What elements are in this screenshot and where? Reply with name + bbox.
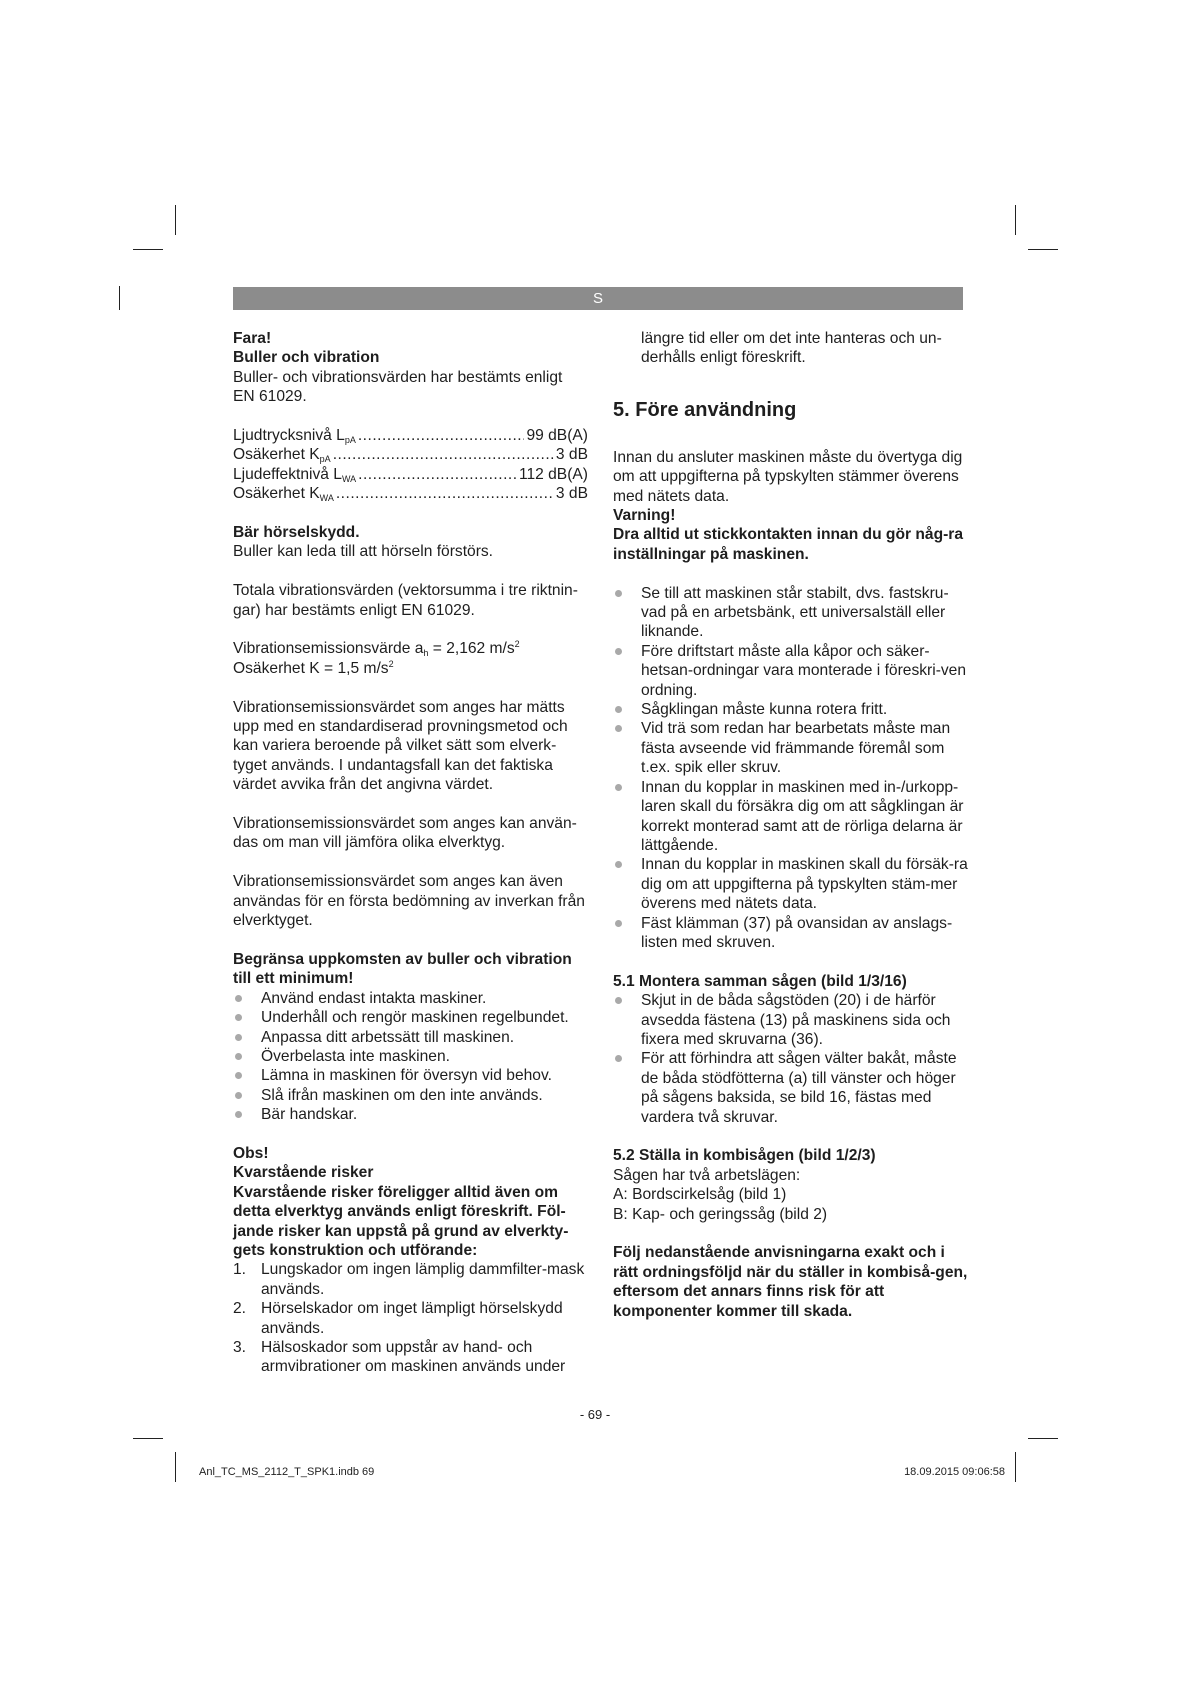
list-item: Innan du kopplar in maskinen skall du försäk-ra dig om att uppgifterna på typskylten stäm-mer överens med nätets data.	[613, 855, 968, 913]
spec-list	[233, 426, 588, 504]
list-item: Sågklingan måste kunna rotera fritt.	[613, 700, 968, 719]
paragraph: Vibrationsemissionsvärdet som anges har mätts upp med en standardiserad provningsmetod och kan variera beroende på vilket sätt som elverk-tyget används. I undantagsfall kan det faktiska värdet avvika från det angivna värdet.	[233, 698, 568, 794]
obs-title: Obs!	[233, 1144, 269, 1162]
list-text: Lungskador om ingen lämplig dammfilter-mask används.	[261, 1261, 585, 1298]
crop-mark	[175, 1452, 176, 1482]
spec-sub: pA	[319, 454, 331, 465]
list-item: Före driftstart måste alla kåpor och säker-hetsan-ordningar vara monterade i föreskri-ven ordning.	[613, 642, 968, 700]
limit-title: Begränsa uppkomsten av buller och vibration till ett minimum!	[233, 950, 572, 988]
spec-sub: WA	[319, 493, 334, 504]
limit-list	[233, 989, 588, 1125]
risk-list	[233, 1260, 588, 1376]
list-text: Hälsoskador som uppstår av hand- och armvibrationer om maskinen används under	[261, 1338, 566, 1376]
spec-row	[233, 484, 588, 503]
spec-label: Osäkerhet K	[233, 446, 320, 464]
spec-value: 112 dB(A)	[518, 465, 588, 483]
warning-title: Varning!	[613, 507, 676, 525]
vib-emission-sup: 2	[514, 639, 520, 650]
footer-filename: Anl_TC_MS_2112_T_SPK1.indb 69	[199, 1466, 375, 1478]
vib-emission-sub: h	[423, 648, 429, 659]
list-item: Använd endast intakta maskiner.	[233, 989, 588, 1008]
paragraph: Vibrationsemissionsvärdet som anges kan även användas för en första bedömning av inverkan från elverktyget.	[233, 873, 585, 930]
crop-mark	[133, 1438, 163, 1439]
crop-mark	[119, 286, 120, 310]
paragraph: Vibrationsemissionsvärdet som anges kan använ-das om man vill jämföra olika elverktyg.	[233, 815, 577, 852]
list-item: Anpassa ditt arbetssätt till maskinen.	[233, 1028, 588, 1047]
vibration-uncertainty-line	[233, 659, 588, 678]
text-line: A: Bordscirkelsåg (bild 1)	[613, 1186, 787, 1204]
list-item: Se till att maskinen står stabilt, dvs. fastskru-vad på en arbetsbänk, ett universalställ eller liknande.	[613, 584, 968, 642]
list-item: Överbelasta inte maskinen.	[233, 1047, 588, 1066]
list-item: Vid trä som redan har bearbetats måste man fästa avseende vid främmande föremål som t.ex. spik eller skruv.	[613, 719, 968, 777]
crop-mark	[1028, 1438, 1058, 1439]
language-header-band	[233, 287, 963, 310]
footer-timestamp: 18.09.2015 09:06:58	[904, 1466, 1005, 1478]
left-column	[233, 329, 588, 1377]
list-item: Skjut in de båda sågstöden (20) i de härför avsedda fästena (13) på maskinens sida och fixera med skruvarna (36).	[613, 991, 968, 1049]
vibration-total-text: Totala vibrationsvärden (vektorsumma i tre riktnin-gar) har bestämts enligt EN 61029.	[233, 582, 578, 619]
language-tag: S	[592, 290, 603, 307]
spec-label: Ljudeffektnivå L	[233, 465, 342, 483]
noise-title: Buller och vibration	[233, 349, 380, 367]
vib-uncertainty-text: Osäkerhet K = 1,5 m/s	[233, 659, 389, 677]
crop-mark	[175, 205, 176, 235]
spec-row	[233, 426, 588, 445]
list-item: Underhåll och rengör maskinen regelbundet.	[233, 1008, 588, 1027]
noise-intro: Buller- och vibrationsvärden har bestämts enligt EN 61029.	[233, 368, 563, 406]
text-line: B: Kap- och geringssåg (bild 2)	[613, 1205, 828, 1223]
crop-mark	[133, 249, 163, 250]
continued-text: längre tid eller om det inte hanteras och un-derhålls enligt föreskrift.	[641, 330, 942, 367]
list-number: 3.	[233, 1338, 247, 1356]
section-5-intro: Innan du ansluter maskinen måste du övertyga dig om att uppgifterna på typskylten stämmer överens med nätets data.	[613, 448, 963, 505]
right-column	[613, 329, 968, 1321]
list-item: Innan du kopplar in maskinen med in-/urkopp-laren skall du försäkra dig om att sågklingan är korrekt monterad samt att de rörliga delarna är lättgående.	[613, 778, 968, 856]
list-item: Lämna in maskinen för översyn vid behov.	[233, 1066, 588, 1085]
list-item: För att förhindra att sågen välter bakåt, måste de båda stödfötterna (a) till vänster och höger på sågens baksida, se bild 16, fästas med vardera två skruvar.	[613, 1049, 968, 1127]
list-item	[233, 1299, 588, 1338]
vib-emission-label: Vibrationsemissionsvärde a	[233, 640, 424, 658]
vib-emission-value: = 2,162 m/s	[428, 640, 515, 658]
spec-row	[233, 465, 588, 484]
list-number: 1.	[233, 1261, 247, 1279]
crop-mark	[1028, 249, 1058, 250]
spec-label: Osäkerhet K	[233, 485, 320, 503]
crop-mark	[1015, 205, 1016, 235]
vib-uncertainty-sup: 2	[388, 658, 394, 669]
section-5-title: 5. Före användning	[613, 398, 797, 421]
list-item	[233, 1338, 588, 1377]
section-5-2-title: 5.2 Ställa in kombisågen (bild 1/2/3)	[613, 1147, 876, 1165]
residual-title: Kvarstående risker	[233, 1164, 374, 1182]
text-line: Sågen har två arbetslägen:	[613, 1166, 801, 1184]
crop-mark	[1015, 1452, 1016, 1482]
danger-title: Fara!	[233, 330, 272, 347]
spec-value: 3 dB	[555, 485, 588, 503]
list-number: 2.	[233, 1300, 247, 1318]
spec-row	[233, 445, 588, 464]
assembly-list	[613, 991, 968, 1127]
spec-value: 99 dB(A)	[526, 427, 588, 445]
list-item	[233, 1260, 588, 1299]
final-instruction: Följ nedanstående anvisningarna exakt och i rätt ordningsföljd när du ställer in kombiså-gen, eftersom det annars finns risk för att komponenter kommer till skada.	[613, 1244, 968, 1320]
spec-sub: pA	[344, 435, 356, 446]
page-number: - 69 -	[579, 1407, 611, 1422]
hearing-text: Buller kan leda till att hörseln förstörs.	[233, 543, 494, 561]
list-item: Fäst klämman (37) på ovansidan av anslags-listen med skruven.	[613, 914, 968, 953]
list-text: Hörselskador om inget lämpligt hörselskydd används.	[261, 1300, 563, 1337]
warning-text: Dra alltid ut stickkontakten innan du gör någ-ra inställningar på maskinen.	[613, 526, 964, 563]
hearing-title: Bär hörselskydd.	[233, 524, 360, 542]
spec-sub: WA	[341, 473, 357, 484]
residual-text: Kvarstående risker föreligger alltid även om detta elverktyg används enligt föreskrift. Föl-jande risker kan uppstå på grund av elverkty-gets konstruktion och utförande:	[233, 1183, 569, 1259]
vibration-emission-line	[233, 639, 588, 658]
list-item: Slå ifrån maskinen om den inte används.	[233, 1086, 588, 1105]
spec-value: 3 dB	[555, 446, 588, 464]
list-item: Bär handskar.	[233, 1105, 588, 1124]
section-5-1-title: 5.1 Montera samman sågen (bild 1/3/16)	[613, 972, 907, 990]
spec-label: Ljudtrycksnivå L	[233, 427, 345, 445]
precaution-list	[613, 584, 968, 953]
